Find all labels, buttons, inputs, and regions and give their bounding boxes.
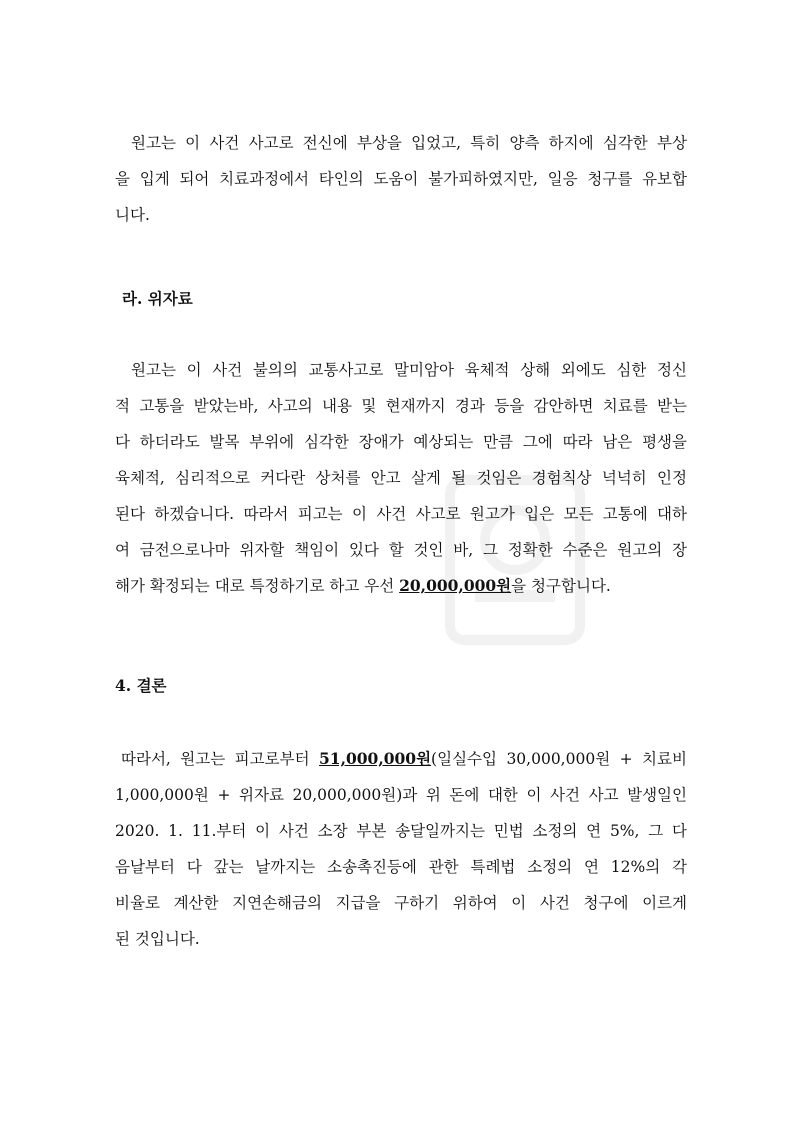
paragraph-line: 원고는 이 사건 불의의 교통사고로 말미암아 육체적 상해 외에도 심한 정신 xyxy=(131,361,687,379)
paragraph-line xyxy=(115,568,687,604)
paragraph-section-c xyxy=(115,125,687,233)
paragraph-line: 된다 하겠습니다. 따라서 피고는 이 사건 사고로 원고가 입은 모든 고통에 대하 xyxy=(115,505,687,523)
paragraph-line: 육체적, 심리적으로 커다란 상처를 안고 살게 될 것임은 경험칙상 넉넉히 인정 xyxy=(115,469,687,487)
paragraph-line: 원고는 이 사건 사고로 전신에 부상을 입었고, 특히 양측 하지에 심각한 부상 xyxy=(131,134,687,152)
text-run: 을 청구합니다. xyxy=(511,577,611,595)
paragraph-line: 비율로 계산한 지연손해금의 지급을 구하기 위하여 이 사건 청구에 이르게 xyxy=(115,894,687,912)
paragraph-line: 1,000,000원 + 위자료 20,000,000원)과 위 돈에 대한 이 사건 사고 발생일인 xyxy=(115,786,687,804)
paragraph-line: 니다. xyxy=(115,206,150,224)
text-run: 따라서, 원고는 피고로부터 xyxy=(121,750,319,768)
paragraph-line: 2020. 1. 11.부터 이 사건 소장 부본 송달일까지는 민법 소정의 연 5%, 그 다 xyxy=(115,822,687,840)
section-heading-d: 라. 위자료 xyxy=(122,289,193,308)
amount-total: 51,000,000원 xyxy=(319,749,432,768)
text-run: 해가 확정되는 대로 특정하기로 하고 우선 xyxy=(115,577,400,595)
paragraph-line: 적 고통을 받았는바, 사고의 내용 및 현재까지 경과 등을 감안하면 치료를 받는 xyxy=(115,397,687,415)
paragraph-line: 음날부터 다 갚는 날까지는 소송촉진등에 관한 특례법 소정의 연 12%의 각 xyxy=(115,858,687,876)
paragraph-line: 다 하더라도 발목 부위에 심각한 장애가 예상되는 만큼 그에 따라 남은 평생을 xyxy=(115,433,687,451)
amount-consolation: 20,000,000원 xyxy=(399,576,512,595)
paragraph-line: 을 입게 되어 치료과정에서 타인의 도움이 불가피하였지만, 일응 청구를 유보합 xyxy=(115,170,687,188)
section-heading-4: 4. 결론 xyxy=(115,676,167,695)
paragraph-section-d xyxy=(115,352,687,604)
paragraph-line: 된 것입니다. xyxy=(115,930,200,948)
paragraph-line: 여 금전으로나마 위자할 책임이 있다 할 것인 바, 그 정확한 수준은 원고의 장 xyxy=(115,541,687,559)
paragraph-line xyxy=(115,741,687,777)
paragraph-section-4 xyxy=(115,741,687,957)
text-run: (일실수입 30,000,000원 + 치료비 xyxy=(431,750,687,768)
